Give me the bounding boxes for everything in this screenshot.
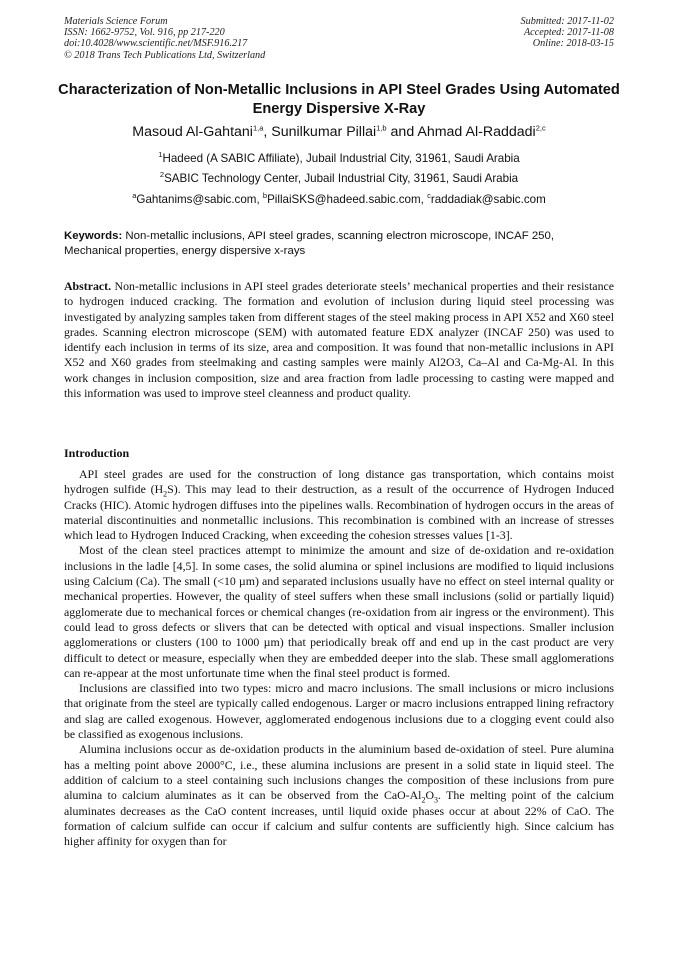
author-affil-marker: 1,a bbox=[252, 123, 264, 133]
journal-info bbox=[64, 16, 265, 61]
introduction-body bbox=[64, 467, 614, 849]
journal-issn: ISSN: 1662-9752, Vol. 916, pp 217-220 bbox=[64, 27, 225, 39]
journal-copyright: © 2018 Trans Tech Publications Ltd, Switzerland bbox=[64, 49, 266, 61]
author-separator: , bbox=[263, 124, 272, 140]
paragraph: API steel grades are used for the construction of long distance gas transportation, which contains moist hydrogen sulfide $(H_2S)$. This may lead to their destruction, as a result of the occurrence of Hydrogen Induced Cracks (HIC). Atomic hydrogen diffuses into the pipelines walls. Recombination of hydrogen occurs in the areas of material discontinuities and nonmetallic inclusions. This recombination is combined with an increase of stresses which lead to Hydrogen Induced Cracking, when exceeding the cohesion stresses values [1-3]. bbox=[64, 467, 614, 543]
email-marker: b bbox=[262, 191, 268, 201]
online-date: Online: 2018-03-15 bbox=[532, 38, 614, 50]
author-name: Ahmad Al-Raddadi bbox=[417, 124, 536, 140]
author-list bbox=[40, 123, 638, 142]
journal-name: Materials Science Forum bbox=[64, 16, 168, 27]
author-and: and bbox=[386, 124, 418, 140]
author-emails: $^a$Gahtanims@sabic.com, $^b$PillaiSKS@hadeed.sabic.com, $^c$raddadiak@sabic.com bbox=[132, 191, 546, 206]
affil-marker: 1 bbox=[158, 150, 163, 160]
email-marker: a bbox=[132, 191, 137, 201]
keywords-text: Non-metallic inclusions, API steel grades, scanning electron microscope, INCAF 250, Mechanical properties, energy dispersive x-rays bbox=[64, 230, 555, 257]
affil-marker: 2 bbox=[159, 170, 165, 180]
abstract-label: Abstract. bbox=[64, 279, 112, 293]
submitted-date: Submitted: 2017-11-02 bbox=[520, 16, 614, 27]
email: PillaiSKS@hadeed.sabic.com bbox=[267, 193, 421, 206]
submission-dates bbox=[521, 16, 614, 50]
email: raddadiak@sabic.com bbox=[430, 193, 546, 206]
affil-text: Hadeed (A SABIC Affiliate), Jubail Industrial City, 31961, Saudi Arabia bbox=[162, 152, 520, 165]
author-affil-marker: 1,b bbox=[376, 123, 387, 133]
email-marker: c bbox=[427, 191, 431, 201]
email: Gahtanims@sabic.com bbox=[136, 193, 257, 206]
abstract bbox=[64, 279, 614, 401]
affiliation-1 bbox=[40, 152, 638, 166]
keywords bbox=[64, 229, 614, 259]
section-heading: Introduction bbox=[64, 446, 130, 460]
keywords-label: Keywords: bbox=[64, 230, 123, 242]
paragraph: Alumina inclusions occur as de-oxidation products in the aluminium based de-oxidation of steel. Pure alumina has a melting point above 2000°C, i.e., these alumina inclusions are present in a solid state in liquid steel. The addition of calcium to a steel containing such inclusions changes the composition of these inclusions from pure alumina to calcium aluminates as it can be observed from the CaO-$Al_2O_3$. The melting point of the calcium aluminates decreases as the CaO content increases, until liquid oxide phases occur at about 22% of CaO. The formation of calcium sulfide can occur if calcium and sulfur contents are sufficiently high. Since calcium has higher affinity for oxygen than for bbox=[64, 742, 614, 849]
affiliation-2 bbox=[40, 172, 638, 186]
abstract-text: Non-metallic inclusions in API steel grades deteriorate steels’ mechanical properties and their resistance to hydrogen induced cracking. The formation and evolution of inclusion during liquid steel processing was investigated by analyzing samples taken from different stages of the steel making process in API X52 and X60 steel grades. Scanning electron microscope (SEM) with automated feature EDX analyzer (INCAF 250) was used to identify each inclusion in terms of its size, area and composition. It was found that non-metallic inclusions in API X52 and X60 grades from steelmaking and casting samples were mainly Al2O3, Ca–Al and Ca-Mg-Al. In this work changes in inclusion composition, size and area fraction from ladle processing to casting were mapped and this information was used to improve steel cleanness and product quality. bbox=[64, 279, 615, 401]
author-name: Sunilkumar Pillai bbox=[271, 124, 377, 140]
author-affil-marker: 2,c bbox=[535, 123, 546, 133]
accepted-date: Accepted: 2017-11-08 bbox=[523, 27, 614, 39]
paragraph: Most of the clean steel practices attempt to minimize the amount and size of de-oxidation and re-oxidation inclusions in the ladle [4,5]. In some cases, the solid alumina or spinel inclusions are modified to liquid inclusions using Calcium (Ca). The small (<10 µm) and separated inclusions usually have no effect on steel internal quality or mechanical properties. However, the quality of steel suffers when these small inclusions (solid or partially liquid) agglomerate due to mechanical forces or chemical changes (re-oxidation from air ingress or the environment). This could lead to gross defects or slivers that can be detected with optical and visual inspections. Smaller inclusion agglomerations or clusters (100 to 1000 µm) that periodically break off and end up in the cast product are very difficult to detect or measure, especially when they are embedded deeper into the slab. These small agglomerations can re-appear at the most unfortunate time when the final steel product is formed. bbox=[64, 543, 614, 680]
paragraph: Inclusions are classified into two types: micro and macro inclusions. The small inclusions or micro inclusions that originate from the steel are typically called endogenous. Larger or macro inclusions entrapped lining refractory and slag are called exogenous. However, agglomerated endogenous inclusions due to a clogging event could also be classified as exogenous inclusions. bbox=[64, 681, 614, 742]
journal-doi: doi:10.4028/www.scientific.net/MSF.916.217 bbox=[64, 38, 248, 50]
author-name: Masoud Al-Gahtani bbox=[132, 124, 253, 140]
affil-text: SABIC Technology Center, Jubail Industrial City, 31961, Saudi Arabia bbox=[164, 172, 519, 185]
paper-title: Characterization of Non-Metallic Inclusions in API Steel Grades Using Automated Energy Dispersive X-Ray bbox=[58, 82, 620, 117]
